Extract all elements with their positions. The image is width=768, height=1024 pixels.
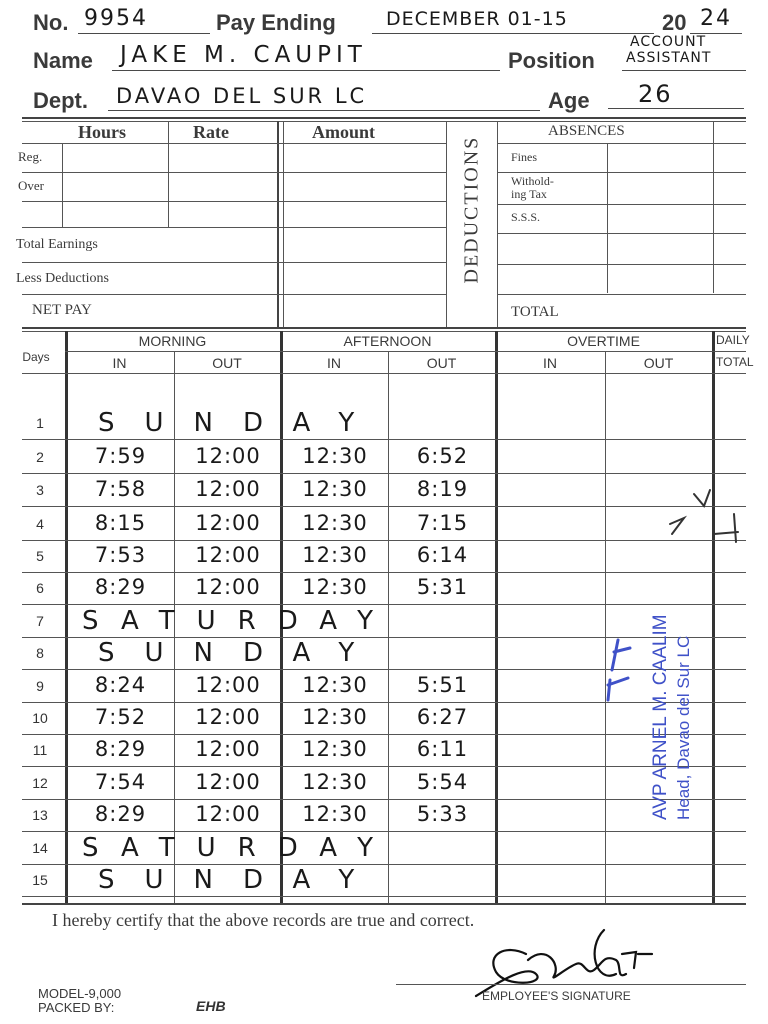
pm-out-time: 8:19 — [416, 477, 469, 501]
grid-vline-ot-mid — [605, 351, 606, 905]
total-earnings-label: Total Earnings — [16, 237, 98, 252]
am-in-time: 7:59 — [94, 444, 147, 468]
earn-hline-5 — [22, 262, 446, 263]
reg-label: Reg. — [18, 149, 43, 164]
dept-value: DAVAO DEL SUR LC — [116, 84, 368, 108]
am-out-time: 12:00 — [195, 575, 261, 599]
grid-head-bottom — [22, 373, 746, 374]
pm-out-time: 5:33 — [416, 802, 469, 826]
am-in-time: 7:54 — [94, 770, 147, 794]
dept-label: Dept. — [33, 88, 88, 113]
am-in-time: 7:52 — [94, 705, 147, 729]
am-in-time: 8:29 — [94, 737, 147, 761]
pm-out-time: 7:15 — [416, 511, 469, 535]
afternoon-header: AFTERNOON — [343, 333, 432, 349]
deductions-side-label: DEDUCTIONS — [460, 135, 483, 284]
position-underline — [622, 70, 746, 71]
sss-label: S.S.S. — [511, 210, 541, 224]
age-underline — [608, 108, 744, 109]
row-separator — [22, 799, 746, 800]
am-in-time: 8:15 — [94, 511, 147, 535]
pay-ending-label: Pay Ending — [216, 10, 336, 35]
position-value-line1: ACCOUNT — [630, 34, 707, 50]
model-text: MODEL-9,000 — [38, 986, 122, 1001]
days-header: Days — [22, 350, 50, 364]
year-value: 24 — [700, 6, 732, 31]
tally-mark — [664, 484, 744, 544]
abs-vline-1 — [607, 143, 608, 293]
initials-mark — [600, 630, 650, 710]
net-pay-label: NET PAY — [32, 302, 92, 318]
overtime-header: OVERTIME — [567, 333, 640, 349]
am-out-time: 12:00 — [195, 770, 261, 794]
row-day-number: 4 — [36, 516, 44, 532]
block-top-line — [22, 117, 746, 119]
less-deductions-label: Less Deductions — [16, 271, 109, 286]
row-day-number: 1 — [36, 415, 44, 431]
daily-total-header-1: DAILY — [716, 333, 750, 347]
am-in-time: 8:29 — [94, 802, 147, 826]
row-separator — [22, 572, 746, 573]
am-in-header: IN — [112, 355, 127, 371]
pm-out-time: 6:11 — [416, 737, 469, 761]
row-separator — [22, 766, 746, 767]
block-bottom-line-2 — [22, 331, 746, 332]
pm-out-time: 6:52 — [416, 444, 469, 468]
pm-in-time: 12:30 — [302, 802, 368, 826]
withholding-line2: ing Tax — [511, 187, 547, 201]
pm-in-time: 12:30 — [302, 737, 368, 761]
signature-label: EMPLOYEE'S SIGNATURE — [482, 989, 631, 1003]
pay-ending-value: DECEMBER 01-15 — [386, 8, 568, 30]
no-label: No. — [33, 10, 69, 35]
pm-in-time: 12:30 — [302, 543, 368, 567]
pm-out-time: 6:27 — [416, 705, 469, 729]
row-day-number: 10 — [32, 710, 48, 726]
earn-hline-2 — [22, 172, 446, 173]
ded-hline-5 — [497, 264, 746, 265]
name-value: JAKE M. CAUPIT — [120, 42, 367, 68]
fines-label: Fines — [511, 150, 538, 164]
signature-line — [396, 984, 746, 985]
amount-label: Amount — [312, 122, 376, 142]
pm-in-time: 12:30 — [302, 444, 368, 468]
packer-logo: EHB — [196, 998, 226, 1014]
am-out-time: 12:00 — [195, 477, 261, 501]
row-day-number: 14 — [32, 840, 48, 856]
absences-label: ABSENCES — [548, 123, 625, 139]
earn-vline-1 — [62, 143, 63, 227]
am-in-time: 7:53 — [94, 543, 147, 567]
position-label: Position — [508, 48, 595, 73]
grid-bottom-line — [22, 903, 746, 905]
earn-hline-1 — [22, 143, 446, 144]
ded-hline-3 — [497, 204, 746, 205]
row-separator — [22, 473, 746, 474]
daily-total-header-2: TOTAL — [716, 355, 754, 369]
row-day-number: 3 — [36, 482, 44, 498]
ot-in-header: IN — [543, 355, 557, 371]
stamp-title: Head, Davao del Sur LC — [674, 635, 693, 820]
row-day-number: 5 — [36, 548, 44, 564]
row-day-number: 15 — [32, 872, 48, 888]
am-out-time: 12:00 — [195, 511, 261, 535]
pm-out-header: OUT — [426, 355, 457, 371]
row-separator — [22, 831, 746, 832]
name-label: Name — [33, 48, 93, 73]
row-day-number: 11 — [32, 742, 48, 758]
ded-hline-4 — [497, 233, 746, 234]
pm-out-time: 5:51 — [416, 673, 469, 697]
row-day-number: 8 — [36, 645, 44, 661]
pm-out-time: 5:31 — [416, 575, 469, 599]
row-day-number: 9 — [36, 678, 44, 694]
am-in-time: 8:29 — [94, 575, 147, 599]
row-separator — [22, 506, 746, 507]
pm-out-time: 5:54 — [416, 770, 469, 794]
ded-vline-2 — [497, 121, 498, 327]
am-out-time: 12:00 — [195, 444, 261, 468]
ded-vline-1 — [446, 121, 447, 327]
dept-underline — [108, 110, 540, 111]
row-day-number: 12 — [32, 775, 48, 791]
age-label: Age — [548, 88, 590, 113]
am-in-time: 8:24 — [94, 673, 147, 697]
row-separator — [22, 540, 746, 541]
pm-out-time: 6:14 — [416, 543, 469, 567]
am-in-time: 7:58 — [94, 477, 147, 501]
earn-hline-3 — [22, 201, 446, 202]
row-day-word: SATURDAY — [82, 833, 395, 863]
pm-in-time: 12:30 — [302, 511, 368, 535]
row-separator — [22, 439, 746, 440]
row-day-number: 7 — [36, 613, 44, 629]
row-day-number: 2 — [36, 449, 44, 465]
deductions-total-label: TOTAL — [511, 304, 559, 320]
row-separator — [22, 896, 746, 897]
pm-in-time: 12:30 — [302, 705, 368, 729]
over-label: Over — [18, 178, 44, 193]
block-bottom-line — [22, 327, 746, 329]
block-top-line-2 — [22, 121, 746, 122]
certification-text: I hereby certify that the above records are true and correct. — [52, 910, 475, 930]
row-day-word: SUNDAY — [98, 408, 385, 438]
packed-by-text: PACKED BY: — [38, 1000, 115, 1015]
age-value: 26 — [638, 80, 673, 108]
pay-ending-underline — [372, 33, 654, 34]
pm-in-header: IN — [327, 355, 341, 371]
abs-vline-2 — [713, 121, 714, 293]
ded-hline-1 — [497, 143, 746, 144]
no-underline — [78, 33, 210, 34]
ot-out-header: OUT — [643, 355, 674, 371]
ded-hline-6 — [497, 294, 746, 295]
row-day-number: 13 — [32, 807, 48, 823]
pm-in-time: 12:30 — [302, 673, 368, 697]
row-day-word: SATURDAY — [82, 606, 395, 636]
pm-in-time: 12:30 — [302, 575, 368, 599]
hours-label: Hours — [78, 122, 127, 142]
am-out-time: 12:00 — [195, 737, 261, 761]
pm-in-time: 12:30 — [302, 477, 368, 501]
am-out-time: 12:00 — [195, 705, 261, 729]
approval-stamp — [650, 520, 710, 820]
earn-vline-2 — [168, 121, 169, 227]
rate-label: Rate — [193, 122, 229, 142]
earn-hline-4 — [22, 227, 446, 228]
grid-vline-total — [712, 331, 715, 905]
row-day-number: 6 — [36, 580, 44, 596]
earn-hline-6 — [22, 294, 446, 295]
name-underline — [112, 70, 500, 71]
withholding-line1: Withold- — [511, 174, 554, 188]
am-out-time: 12:00 — [195, 543, 261, 567]
row-separator — [22, 734, 746, 735]
row-day-word: SUNDAY — [98, 865, 385, 895]
no-value: 9954 — [84, 6, 148, 31]
year-prefix: 20 — [662, 10, 687, 35]
grid-vline-ot — [495, 331, 498, 905]
morning-header: MORNING — [138, 333, 207, 349]
am-out-time: 12:00 — [195, 802, 261, 826]
ded-hline-2 — [497, 172, 746, 173]
position-value-line2: ASSISTANT — [626, 50, 712, 66]
am-out-time: 12:00 — [195, 673, 261, 697]
pm-in-time: 12:30 — [302, 770, 368, 794]
stamp-name: AVP ARNEL M. CAALIM — [650, 614, 671, 820]
am-out-header: OUT — [212, 355, 242, 371]
grid-subhead-line — [65, 351, 746, 352]
earn-vline-3 — [277, 121, 279, 327]
earn-vline-4 — [283, 121, 284, 327]
row-day-word: SUNDAY — [98, 638, 385, 668]
row-separator — [22, 604, 746, 605]
